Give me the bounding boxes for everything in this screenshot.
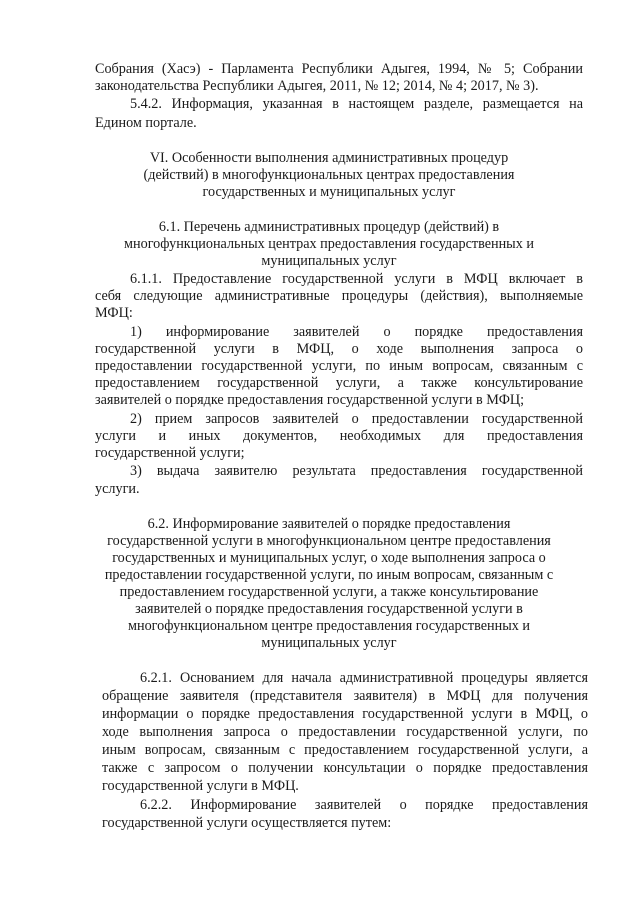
paragraph-6-2-1-line: также с запросом о получении консультации о порядке предоставления: [102, 760, 588, 776]
paragraph-6-1-1-line: себя следующие административные процедуры (действия), выполняемые: [95, 288, 583, 304]
section-heading-line: (действий) в многофункциональных центрах предоставления: [143, 167, 515, 183]
section-heading-line: VI. Особенности выполнения административных процедур: [149, 150, 509, 166]
subsection-heading-line: муниципальных услуг: [261, 635, 397, 651]
paragraph-5-4-2-line: 5.4.2. Информация, указанная в настоящем разделе, размещается на: [130, 96, 583, 112]
paragraph-6-2-1-line: информации о порядке предоставления государственной услуги в МФЦ, о: [102, 706, 588, 722]
paragraph-6-2-2-line: государственной услуги осуществляется путем:: [102, 815, 392, 831]
paragraph-6-1-1-line: МФЦ:: [95, 305, 133, 321]
list-item-1-line: предоставлением государственной услуги, а также консультирование: [95, 375, 583, 391]
paragraph-6-2-2-line: 6.2.2. Информирование заявителей о порядке предоставления: [140, 797, 588, 813]
list-item-1-line: предоставлении государственной услуги, по иным вопросам, связанным с: [95, 358, 583, 374]
subsection-heading-line: предоставлением государственной услуги, а также консультирование: [119, 584, 539, 600]
paragraph-6-2-1-line: 6.2.1. Основанием для начала административной процедуры является: [140, 670, 588, 686]
list-item-2-line: услуги и иных документов, необходимых для предоставления: [95, 428, 583, 444]
list-item-1-line: 1) информирование заявителей о порядке предоставления: [130, 324, 583, 340]
paragraph-6-2-1-line: ходе выполнения запроса о предоставлении государственной услуги, по: [102, 724, 588, 740]
paragraph-6-2-1-line: государственной услуги в МФЦ.: [102, 778, 299, 794]
subsection-heading-line: 6.1. Перечень административных процедур (действий) в: [158, 219, 500, 235]
subsection-heading-line: муниципальных услуг: [261, 253, 397, 269]
paragraph-6-2-1-line: обращение заявителя (представителя заявителя) в МФЦ для получения: [102, 688, 588, 704]
text-line: законодательства Республики Адыгея, 2011, № 12; 2014, № 4; 2017, № 3).: [95, 78, 539, 94]
list-item-3-line: услуги.: [95, 481, 140, 497]
subsection-heading-line: государственной услуги в многофункциональном центре предоставления: [107, 533, 551, 549]
paragraph-5-4-2-line: Едином портале.: [95, 115, 197, 131]
list-item-1-line: заявителей о порядке предоставления государственной услуги в МФЦ;: [95, 392, 525, 408]
subsection-heading-line: предоставлении государственной услуги, по иным вопросам, связанным с: [104, 567, 554, 583]
text-line: Собрания (Хасэ) - Парламента Республики Адыгея, 1994, № 5; Собрании: [95, 61, 583, 77]
subsection-heading-line: заявителей о порядке предоставления государственной услуги в: [135, 601, 523, 617]
subsection-heading-line: 6.2. Информирование заявителей о порядке предоставления: [147, 516, 511, 532]
subsection-heading-line: государственных и муниципальных услуг, о ходе выполнения запроса о: [112, 550, 546, 566]
list-item-2-line: 2) прием запросов заявителей о предоставлении государственной: [130, 411, 583, 427]
section-heading-line: государственных и муниципальных услуг: [202, 184, 456, 200]
paragraph-6-2-1-line: иным вопросам, связанным с предоставлением государственной услуги, а: [102, 742, 588, 758]
subsection-heading-line: многофункциональных центрах предоставления государственных и: [124, 236, 534, 252]
paragraph-6-1-1-line: 6.1.1. Предоставление государственной услуги в МФЦ включает в: [130, 271, 583, 287]
subsection-heading-line: многофункциональном центре предоставления государственных и: [128, 618, 530, 634]
list-item-3-line: 3) выдача заявителю результата предоставления государственной: [130, 463, 583, 479]
list-item-1-line: государственной услуги в МФЦ, о ходе выполнения запроса о: [95, 341, 583, 357]
list-item-2-line: государственной услуги;: [95, 445, 245, 461]
